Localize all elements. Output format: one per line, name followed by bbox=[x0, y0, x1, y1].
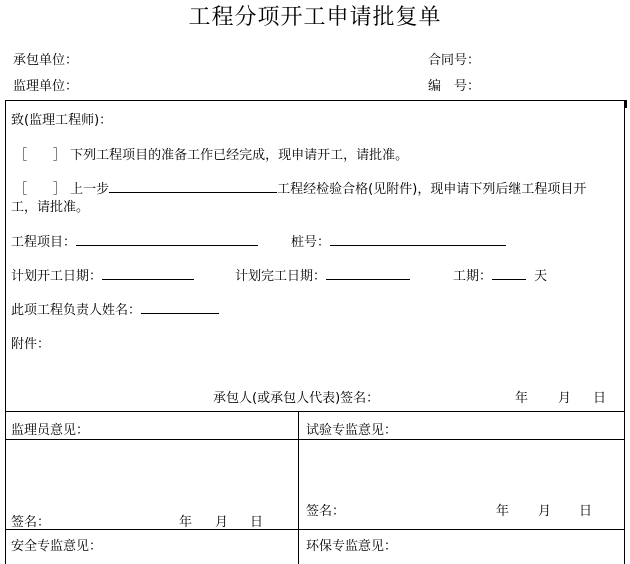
plan-start-field[interactable] bbox=[102, 266, 194, 280]
stake-field[interactable] bbox=[330, 232, 506, 246]
person-row bbox=[11, 299, 219, 318]
plan-end-row bbox=[235, 265, 410, 284]
supervisor-unit-label: 监理单位： bbox=[13, 79, 79, 94]
test-sign-day: 日 bbox=[579, 504, 593, 519]
plan-start-row bbox=[11, 265, 194, 284]
supervisor-sign-month: 月 bbox=[215, 515, 229, 530]
item2-checkbox[interactable]: ［ ］ bbox=[14, 182, 67, 197]
item2-continuation: 工，请批准。 bbox=[11, 200, 90, 215]
item1-text: 下列工程项目的准备工作已经完成，现申请开工，请批准。 bbox=[70, 148, 409, 163]
test-opinion-label: 试验专监意见： bbox=[306, 423, 398, 438]
supervisor-sign-label: 签名： bbox=[11, 515, 51, 530]
section-divider bbox=[5, 411, 625, 412]
plan-end-field[interactable] bbox=[326, 266, 410, 280]
serial-no-label: 编 号： bbox=[428, 79, 481, 94]
contractor-sign-day: 日 bbox=[593, 391, 607, 406]
contract-no-label: 合同号： bbox=[428, 53, 481, 68]
item2-text: 工程经检验合格(见附件)，现申请下列后继工程项目开 bbox=[277, 182, 587, 197]
test-sign-month: 月 bbox=[538, 504, 552, 519]
project-label: 工程项目： bbox=[11, 235, 77, 250]
contractor-sign-year: 年 bbox=[515, 391, 529, 406]
project-row bbox=[11, 231, 258, 250]
supervisor-sign-year: 年 bbox=[179, 515, 193, 530]
env-opinion-label: 环保专监意见： bbox=[306, 539, 398, 554]
day-unit: 天 bbox=[534, 269, 548, 284]
item2-row bbox=[14, 178, 586, 197]
addressee-label: 致(监理工程师)： bbox=[11, 113, 113, 128]
person-field[interactable] bbox=[141, 300, 219, 314]
contractor-signature-label: 承包人(或承包人代表)签名： bbox=[213, 391, 380, 406]
supervisor-sign-day: 日 bbox=[250, 515, 264, 530]
supervisor-opinion-label: 监理员意见： bbox=[11, 423, 90, 438]
duration-field[interactable] bbox=[492, 266, 526, 280]
plan-start-label: 计划开工日期： bbox=[11, 269, 103, 284]
previous-step-field[interactable] bbox=[109, 179, 277, 193]
stake-row bbox=[291, 231, 506, 250]
item1-checkbox[interactable]: ［ ］ bbox=[14, 148, 67, 163]
duration-label: 工期： bbox=[453, 269, 493, 284]
contractor-label: 承包单位： bbox=[13, 53, 79, 68]
opinion-header-divider bbox=[5, 439, 625, 440]
safety-opinion-label: 安全专监意见： bbox=[11, 539, 103, 554]
stake-label: 桩号： bbox=[291, 235, 331, 250]
page-title: 工程分项开工申请批复单 bbox=[188, 5, 442, 30]
plan-end-label: 计划完工日期： bbox=[235, 269, 327, 284]
contractor-sign-month: 月 bbox=[558, 391, 572, 406]
frame-corner-mark bbox=[625, 100, 627, 108]
test-sign-label: 签名： bbox=[306, 504, 346, 519]
person-label: 此项工程负责人姓名： bbox=[11, 303, 142, 318]
form-frame bbox=[5, 100, 625, 564]
attachment-label: 附件： bbox=[11, 337, 51, 352]
test-sign-year: 年 bbox=[496, 504, 510, 519]
duration-row bbox=[453, 265, 547, 284]
opinion-row-divider bbox=[5, 529, 625, 530]
item1-row bbox=[14, 144, 408, 163]
opinion-column-divider bbox=[298, 411, 299, 564]
project-field[interactable] bbox=[76, 232, 258, 246]
item2-prefix: 上一步 bbox=[70, 182, 110, 197]
